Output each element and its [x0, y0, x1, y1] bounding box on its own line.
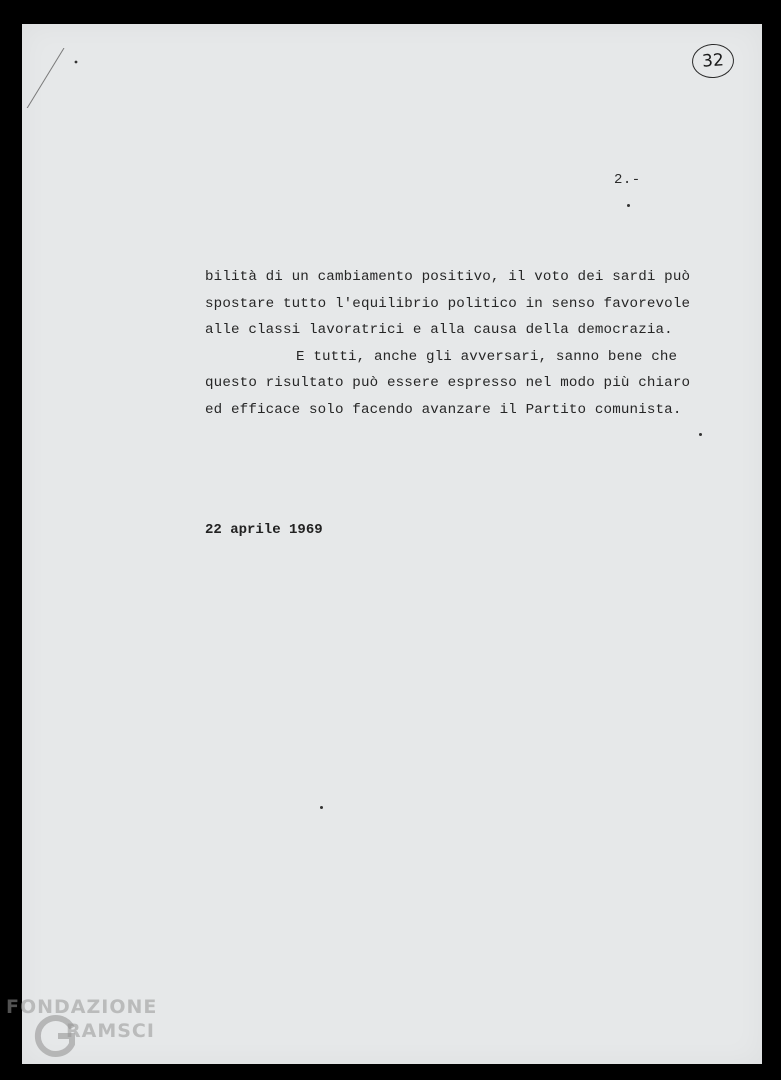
text-line: alle classi lavoratrici e alla causa della democrazia. [205, 322, 673, 338]
watermark-line-1: FONDAZIONE [6, 996, 158, 1018]
paper-crease-mark [24, 48, 84, 108]
ink-speck [699, 433, 702, 436]
text-line: ed efficace solo facendo avanzare il Partito comunista. [205, 401, 682, 418]
document-page [22, 24, 762, 1064]
document-date: 22 aprile 1969 [205, 522, 323, 538]
page-number-stamp: 32 [691, 43, 735, 80]
text-line: E tutti, anche gli avversari, sanno bene che [296, 348, 678, 365]
ink-speck [627, 204, 630, 207]
folio-number: 2.- [614, 172, 641, 188]
text-line: spostare tutto l'equilibrio politico in senso favorevole [205, 295, 691, 312]
watermark-line-2: RAMSCI [66, 1020, 155, 1042]
fondazione-gramsci-watermark [4, 996, 204, 1080]
body-text [205, 264, 725, 423]
text-line: questo risultato può essere espresso nel modo più chiaro [205, 375, 691, 391]
text-line: bilità di un cambiamento positivo, il voto dei sardi può [205, 269, 691, 285]
ink-speck [320, 806, 323, 809]
